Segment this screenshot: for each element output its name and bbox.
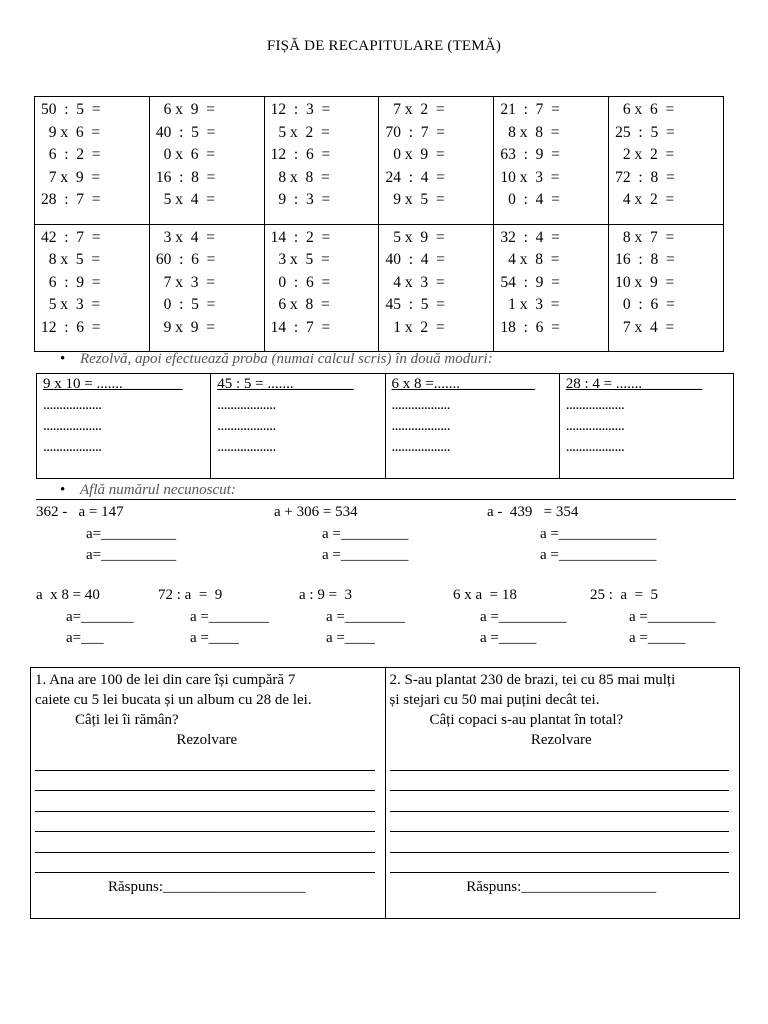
answer-line: a =_____	[480, 630, 537, 646]
operation: 9 x 6 =	[41, 123, 101, 141]
writing-line	[35, 750, 375, 771]
proba-equation: 45 : 5 = .......________	[217, 376, 354, 392]
operation: 7 x 2 =	[385, 101, 445, 118]
problem-text: 1. Ana are 100 de lei din care își cumpără 7	[35, 672, 296, 688]
operation: 3 x 5 =	[270, 251, 330, 268]
proba-row	[37, 374, 734, 479]
operation: 6 x 8 =	[270, 296, 330, 313]
grid-cell	[609, 224, 724, 352]
dotted-line: ..................	[43, 397, 102, 413]
operation: 21 : 7 =	[500, 101, 560, 118]
dotted-line: ..................	[217, 397, 276, 413]
proba-equation: 6 x 8 =.......__________	[391, 376, 535, 392]
proba-cell	[559, 374, 733, 479]
operation: 2 x 2 =	[615, 146, 675, 163]
grid-cell	[149, 224, 264, 352]
grid-row	[35, 224, 724, 352]
operation: 63 : 9 =	[500, 146, 560, 163]
answer-line: a=__________	[86, 547, 177, 563]
operation: 8 x 5 =	[41, 251, 101, 268]
operation: 16 : 8 =	[615, 251, 675, 268]
problem-question: Câți lei îi rămân?	[75, 712, 179, 728]
operation: 0 : 6 =	[270, 273, 331, 291]
operation: 8 x 8 =	[270, 168, 330, 186]
equation: a + 306 = 534	[274, 504, 358, 520]
operation: 6 : 9 =	[41, 273, 101, 291]
grid-cell	[264, 97, 379, 225]
operation: 7 x 3 =	[155, 273, 215, 291]
operation: 54 : 9 =	[500, 273, 560, 291]
rezolvare-label: Rezolvare	[530, 732, 592, 748]
grid-cell	[494, 224, 609, 352]
grid-cell	[494, 97, 609, 225]
operation: 10 x 9 =	[615, 273, 675, 291]
operation: 4 x 8 =	[500, 251, 560, 268]
writing-line	[390, 832, 730, 853]
operation: 0 x 6 =	[155, 146, 215, 163]
writing-line	[35, 771, 375, 792]
writing-line	[35, 832, 375, 853]
operation: 9 x 5 =	[385, 191, 445, 208]
operation: 3 x 4 =	[155, 228, 215, 246]
writing-line	[35, 812, 375, 833]
instruction-proba	[60, 351, 493, 368]
page-title: FIȘĂ DE RECAPITULARE (TEMĂ)	[266, 38, 502, 54]
operation: 1 x 3 =	[500, 296, 560, 313]
writing-line	[35, 853, 375, 874]
answer-line: a =________	[190, 609, 269, 625]
dotted-line: ..................	[565, 418, 625, 434]
answer-line: a=___	[66, 630, 104, 646]
answer-label: Răspuns:___________________	[107, 879, 306, 895]
answer-line: a =_________	[629, 609, 716, 625]
operation: 1 x 2 =	[385, 318, 445, 336]
equation: 25 : a = 5	[590, 587, 659, 603]
operation: 4 x 2 =	[615, 191, 675, 208]
instruction-unknown	[60, 482, 236, 499]
operation: 6 x 6 =	[615, 101, 675, 118]
answer-line: a =________	[326, 609, 405, 625]
equation: 362 - a = 147	[36, 504, 124, 520]
answer-line: a =_________	[322, 526, 409, 542]
answer-label: Răspuns:__________________	[466, 879, 657, 895]
writing-line	[390, 853, 730, 874]
operation: 32 : 4 =	[500, 228, 560, 246]
operation: 70 : 7 =	[385, 123, 446, 141]
dotted-line: ..................	[43, 439, 102, 455]
proba-equation: 28 : 4 = .......________	[565, 376, 703, 392]
operation: 40 : 4 =	[385, 251, 446, 268]
grid-cell	[379, 97, 494, 225]
instruction-text: Află numărul necunoscut:	[80, 482, 236, 498]
operation: 12 : 6 =	[270, 146, 331, 163]
divider	[36, 499, 736, 500]
problem-cell	[31, 668, 386, 919]
writing-line	[390, 791, 730, 812]
operation: 14 : 7 =	[270, 318, 331, 336]
problem-question: Câți copaci s-au plantat în total?	[429, 712, 624, 728]
operation: 5 x 9 =	[385, 228, 445, 246]
answer-line: a =_____________	[540, 526, 657, 542]
operation: 16 : 8 =	[155, 168, 216, 186]
proba-cell	[211, 374, 385, 479]
answer-line: a=__________	[86, 526, 177, 542]
answer-line: a =____	[326, 630, 375, 646]
instruction-text: Rezolvă, apoi efectuează proba (numai calcul scris) în două moduri:	[80, 351, 493, 367]
operation: 12 : 3 =	[270, 101, 331, 118]
operation: 24 : 4 =	[385, 168, 446, 186]
operation: 8 x 7 =	[615, 228, 675, 246]
writing-line	[390, 812, 730, 833]
dotted-line: ..................	[565, 439, 625, 455]
operation: 25 : 5 =	[615, 123, 675, 141]
operation: 5 x 4 =	[155, 191, 215, 208]
operation: 40 : 5 =	[155, 123, 216, 141]
problem-cell	[385, 668, 740, 919]
operation: 28 : 7 =	[41, 191, 101, 208]
operation: 7 x 9 =	[41, 168, 101, 186]
problem-text: 2. S-au plantat 230 de brazi, tei cu 85 mai mulți	[389, 672, 676, 688]
answer-line: a =_____	[629, 630, 686, 646]
operation: 5 x 2 =	[270, 123, 330, 141]
operation: 9 x 9 =	[155, 318, 215, 336]
operation: 14 : 2 =	[270, 228, 331, 246]
operation: 4 x 3 =	[385, 273, 445, 291]
proba-cell	[385, 374, 559, 479]
answer-line: a=_______	[66, 609, 134, 625]
problems-table	[30, 667, 740, 919]
answer-line: a =_____________	[540, 547, 657, 563]
operation: 8 x 8 =	[500, 123, 560, 141]
operation: 7 x 4 =	[615, 318, 675, 336]
operation: 6 : 2 =	[41, 146, 101, 163]
operation: 5 x 3 =	[41, 296, 101, 313]
grid-cell	[609, 97, 724, 225]
grid-cell	[35, 224, 150, 352]
operation: 18 : 6 =	[500, 318, 560, 336]
dotted-line: ..................	[565, 397, 625, 413]
grid-cell	[264, 224, 379, 352]
writing-line	[390, 771, 730, 792]
proba-cell	[37, 374, 211, 479]
operation: 0 : 6 =	[615, 296, 675, 313]
proba-table	[36, 373, 734, 479]
grid-cell	[149, 97, 264, 225]
operation: 42 : 7 =	[41, 228, 101, 246]
problems-row	[31, 668, 740, 919]
dotted-line: ..................	[391, 439, 450, 455]
operation: 10 x 3 =	[500, 168, 560, 186]
grid-cell	[35, 97, 150, 225]
operation: 50 : 5 =	[41, 101, 101, 118]
grid-row	[35, 97, 724, 225]
operation: 6 x 9 =	[155, 101, 215, 118]
dotted-line: ..................	[217, 418, 276, 434]
problem-text: și stejari cu 50 mai puțini decât tei.	[389, 692, 600, 708]
operations-grid	[34, 96, 724, 352]
equation: 6 x a = 18	[453, 587, 517, 603]
dotted-line: ..................	[391, 418, 450, 434]
operation: 0 x 9 =	[385, 146, 445, 163]
bullet-icon: •	[60, 351, 66, 367]
answer-line: a =____	[190, 630, 239, 646]
operation: 72 : 8 =	[615, 168, 675, 186]
writing-line	[35, 791, 375, 812]
answer-line: a =_________	[322, 547, 409, 563]
equation: a x 8 = 40	[36, 587, 100, 603]
bullet-icon: •	[60, 482, 66, 498]
operation: 0 : 4 =	[500, 191, 560, 208]
operation: 45 : 5 =	[385, 296, 446, 313]
equation: a : 9 = 3	[299, 587, 353, 603]
equation: 72 : a = 9	[158, 587, 223, 603]
dotted-line: ..................	[217, 439, 276, 455]
writing-line	[390, 750, 730, 771]
answer-line: a =_________	[480, 609, 567, 625]
dotted-line: ..................	[391, 397, 450, 413]
grid-cell	[379, 224, 494, 352]
operation: 60 : 6 =	[155, 251, 216, 268]
operation: 0 : 5 =	[155, 296, 216, 313]
operation: 12 : 6 =	[41, 318, 101, 336]
proba-equation: 9 x 10 = .......________	[43, 376, 183, 392]
operation: 9 : 3 =	[270, 191, 331, 208]
problem-text: caiete cu 5 lei bucata și un album cu 28 de lei.	[35, 692, 312, 708]
dotted-line: ..................	[43, 418, 102, 434]
equation: a - 439 = 354	[487, 504, 579, 520]
rezolvare-label: Rezolvare	[176, 732, 238, 748]
